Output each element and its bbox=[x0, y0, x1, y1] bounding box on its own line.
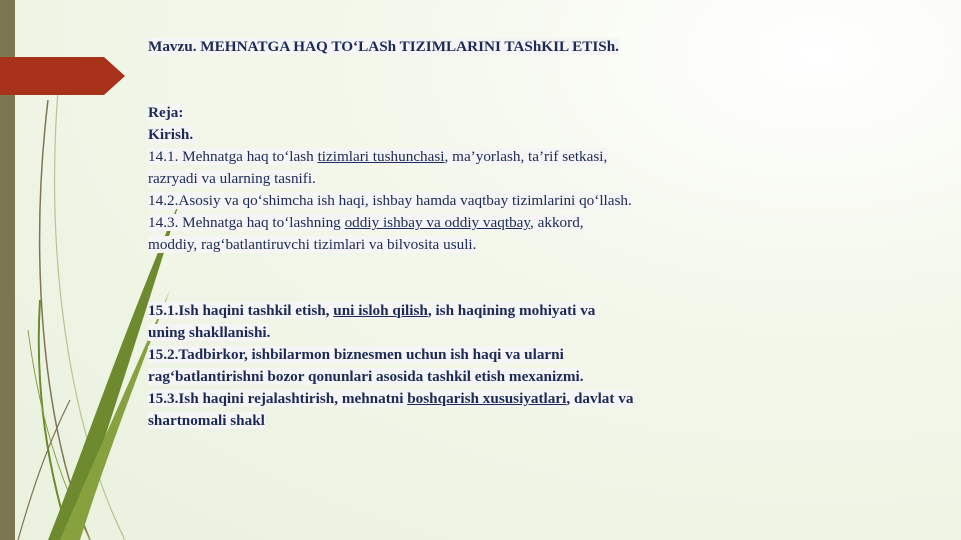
red-arrow-shape bbox=[0, 57, 125, 95]
intro-label: Kirish. bbox=[148, 126, 194, 143]
slide-title: Mavzu. MEHNATGA HAQ TO‘LASh TIZIMLARINI TAShKIL ETISh. bbox=[148, 38, 619, 55]
link-uni-isloh-qilish[interactable]: uni isloh qilish bbox=[333, 302, 428, 319]
slide-content bbox=[148, 36, 748, 432]
link-boshqarish-xususiyatlari[interactable]: boshqarish xususiyatlari bbox=[407, 390, 567, 407]
link-tizimlari-tushunchasi[interactable]: tizimlari tushunchasi bbox=[317, 148, 445, 165]
plan-item-14-1-line2: razryadi va ularning tasnifi. bbox=[148, 170, 316, 187]
plan-item-14-1-line1: 14.1. Mehnatga haq to‘lash tizimlari tushunchasi, ma’yorlash, ta’rif setkasi, bbox=[148, 148, 608, 165]
plan-item-15-3-line2: shartnomali shakl bbox=[148, 412, 265, 429]
plan-item-14-2: 14.2.Asosiy va qo‘shimcha ish haqi, ishbay hamda vaqtbay tizimlarini qo‘llash. bbox=[148, 192, 632, 209]
plan-item-15-1-line1: 15.1.Ish haqini tashkil etish, uni isloh qilish, ish haqining mohiyati va bbox=[148, 302, 596, 319]
plan-item-15-2-line1: 15.2.Tadbirkor, ishbilarmon biznesmen uchun ish haqi va ularni bbox=[148, 346, 564, 363]
plan-item-14-3-line2: moddiy, rag‘batlantiruvchi tizimlari va bilvosita usuli. bbox=[148, 236, 477, 253]
reja-label: Reja: bbox=[148, 104, 184, 121]
plan-item-15-1-line2: uning shakllanishi. bbox=[148, 324, 271, 341]
link-oddiy-ishbay[interactable]: oddiy ishbay va oddiy vaqtbay bbox=[344, 214, 531, 231]
plan-item-14-3-line1: 14.3. Mehnatga haq to‘lashning oddiy ishbay va oddiy vaqtbay, akkord, bbox=[148, 214, 584, 231]
plan-item-15-2-line2: rag‘batlantirishni bozor qonunlari asosida tashkil etish mexanizmi. bbox=[148, 368, 584, 385]
plan-item-15-3-line1: 15.3.Ish haqini rejalashtirish, mehnatni boshqarish xususiyatlari, davlat va bbox=[148, 390, 634, 407]
